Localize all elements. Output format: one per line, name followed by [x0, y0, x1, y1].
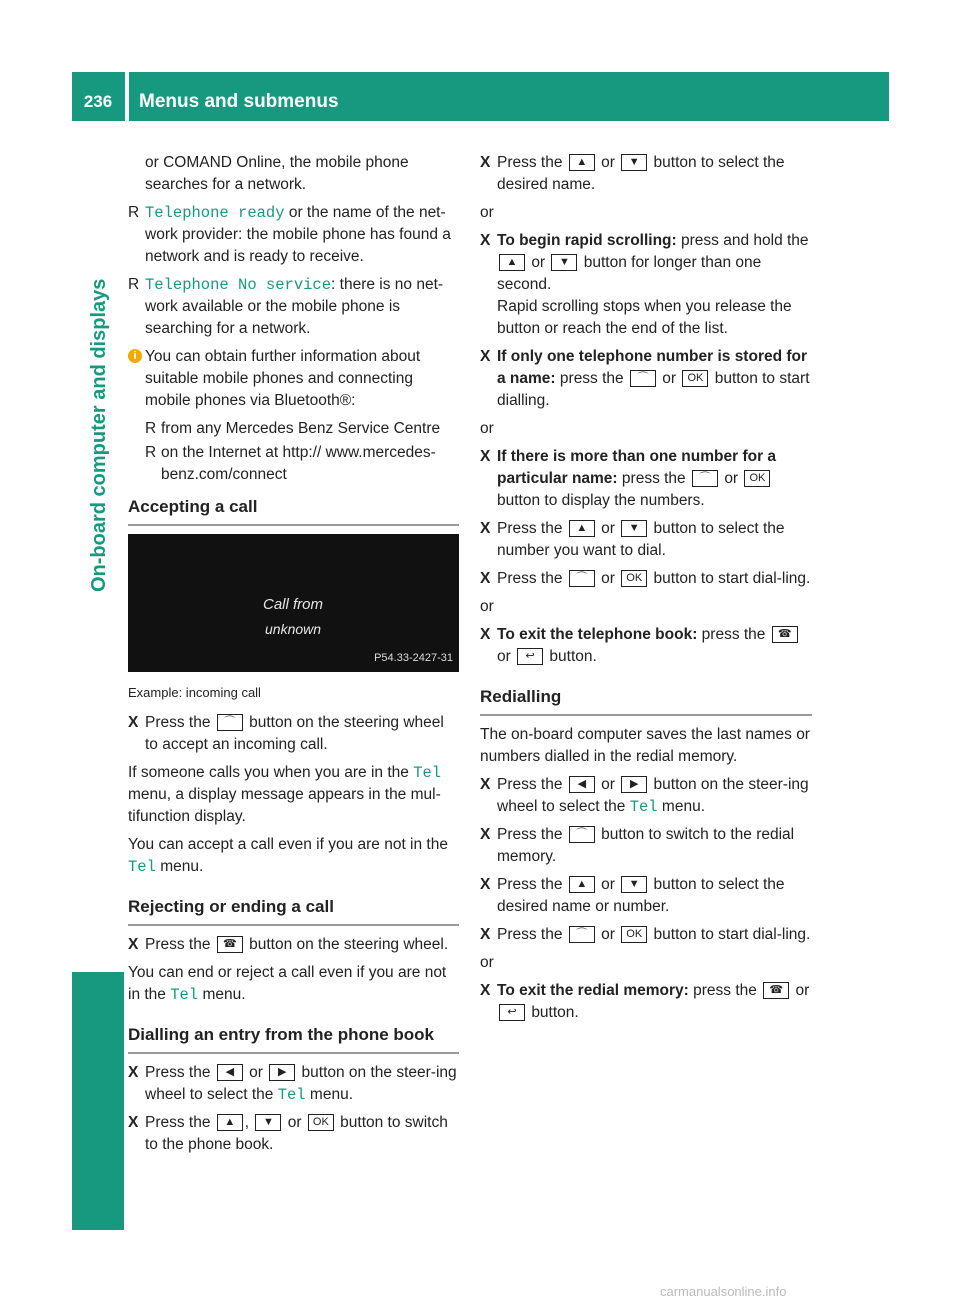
up-arrow-icon: ▲: [569, 876, 595, 893]
display-image: Call from unknown P54.33-2427-31: [128, 534, 459, 672]
step: X To begin rapid scrolling: press and hold the ▲ or ▼ button for longer than one second. Rapid scrolling stops when you release the button or reach the end of the list.: [480, 232, 809, 337]
step: X Press the ⌒ or OK button to start dial-ling.: [480, 570, 811, 587]
phone-icon: ⌒: [630, 370, 656, 387]
header-separator: [125, 72, 129, 121]
step: X Press the ▲ or ▼ button to select the desired name.: [480, 154, 785, 193]
watermark-footer: carmanualsonline.info: [660, 1284, 787, 1299]
step: X Press the ◀ or ▶ button on the steer-ing wheel to select the Tel menu.: [128, 1064, 457, 1104]
step: X Press the ⌒ button to switch to the redial memory.: [480, 826, 795, 865]
back-icon: ↩: [499, 1004, 525, 1021]
hang-up-icon: ☎: [772, 626, 798, 643]
page-number: 236: [83, 92, 113, 111]
list-item: R on the Internet at http:// www.mercedes-benz.com/connect: [145, 444, 436, 483]
hang-up-icon: ☎: [217, 936, 243, 953]
phone-icon: ⌒: [692, 470, 718, 487]
heading-accepting: Accepting a call: [128, 496, 459, 526]
or-text: or: [480, 954, 494, 971]
ok-key-icon: OK: [744, 470, 770, 487]
info-icon: i: [128, 349, 142, 363]
step: X Press the ⌒ or OK button to start dial-ling.: [480, 926, 811, 943]
step: X To exit the redial memory: press the ☎ or ↩ button.: [480, 982, 810, 1021]
right-column: [480, 152, 812, 1030]
heading-redialling: Redialling: [480, 686, 812, 716]
step: X Press the ☎ button on the steering wheel.: [128, 936, 449, 953]
left-arrow-icon: ◀: [217, 1064, 243, 1081]
paragraph: You can accept a call even if you are not in the Tel menu.: [128, 836, 448, 876]
step: X Press the ▲ or ▼ button to select the number you want to dial.: [480, 520, 785, 559]
down-arrow-icon: ▼: [551, 254, 577, 271]
page-header: [72, 72, 889, 121]
phone-icon: ⌒: [569, 570, 595, 587]
paragraph: You can end or reject a call even if you are not in the Tel menu.: [128, 964, 447, 1004]
heading-dialling: Dialling an entry from the phone book: [128, 1024, 459, 1054]
image-caption: Example: incoming call: [128, 685, 261, 700]
step: X Press the ◀ or ▶ button on the steer-ing wheel to select the Tel menu.: [480, 776, 809, 816]
step: X Press the ▲ or ▼ button to select the desired name or number.: [480, 876, 785, 915]
step: X Press the ⌒ button on the steering wheel to accept an incoming call.: [128, 714, 444, 753]
down-arrow-icon: ▼: [621, 520, 647, 537]
list-item: R Telephone No service: there is no net-work available or the mobile phone is searching for a network.: [128, 276, 444, 337]
section-title: Menus and submenus: [139, 91, 339, 112]
paragraph: If someone calls you when you are in the Tel menu, a display message appears in the mul-tifunction display.: [128, 764, 442, 825]
left-arrow-icon: ◀: [569, 776, 595, 793]
ok-key-icon: OK: [682, 370, 708, 387]
down-arrow-icon: ▼: [255, 1114, 281, 1131]
hang-up-icon: ☎: [763, 982, 789, 999]
down-arrow-icon: ▼: [621, 154, 647, 171]
step: X If only one telephone number is stored for a name: press the ⌒ or OK button to start dialling.: [480, 348, 810, 409]
ok-key-icon: OK: [621, 926, 647, 943]
ok-key-icon: OK: [621, 570, 647, 587]
or-text: or: [480, 420, 494, 437]
ok-key-icon: OK: [308, 1114, 334, 1131]
back-icon: ↩: [517, 648, 543, 665]
step: X If there is more than one number for a particular name: press the ⌒ or OK button to display the numbers.: [480, 448, 777, 509]
down-arrow-icon: ▼: [621, 876, 647, 893]
up-arrow-icon: ▲: [569, 520, 595, 537]
step: X Press the ▲ , ▼ or OK button to switch to the phone book.: [128, 1114, 448, 1153]
up-arrow-icon: ▲: [217, 1114, 243, 1131]
chapter-tab-block: [72, 972, 124, 1230]
left-column: [128, 152, 459, 1162]
list-item: R from any Mercedes Benz Service Centre: [145, 420, 441, 437]
right-arrow-icon: ▶: [621, 776, 647, 793]
up-arrow-icon: ▲: [569, 154, 595, 171]
continued-text: or COMAND Online, the mobile phone searches for a network.: [145, 154, 409, 193]
right-arrow-icon: ▶: [269, 1064, 295, 1081]
paragraph: The on-board computer saves the last names or numbers dialled in the redial memory.: [480, 726, 810, 765]
list-item: R Telephone ready or the name of the net-work provider: the mobile phone has found a network and is ready to receive.: [128, 204, 451, 265]
phone-icon: ⌒: [569, 926, 595, 943]
or-text: or: [480, 598, 494, 615]
phone-icon: ⌒: [569, 826, 595, 843]
step: X To exit the telephone book: press the ☎ or ↩ button.: [480, 624, 812, 668]
heading-rejecting: Rejecting or ending a call: [128, 896, 459, 926]
or-text: or: [480, 204, 494, 221]
chapter-side-label: On-board computer and displays: [88, 278, 110, 592]
phone-icon: ⌒: [217, 714, 243, 731]
info-note: i You can obtain further information about suitable mobile phones and connecting mobile phones via Bluetooth®:: [128, 346, 459, 412]
up-arrow-icon: ▲: [499, 254, 525, 271]
